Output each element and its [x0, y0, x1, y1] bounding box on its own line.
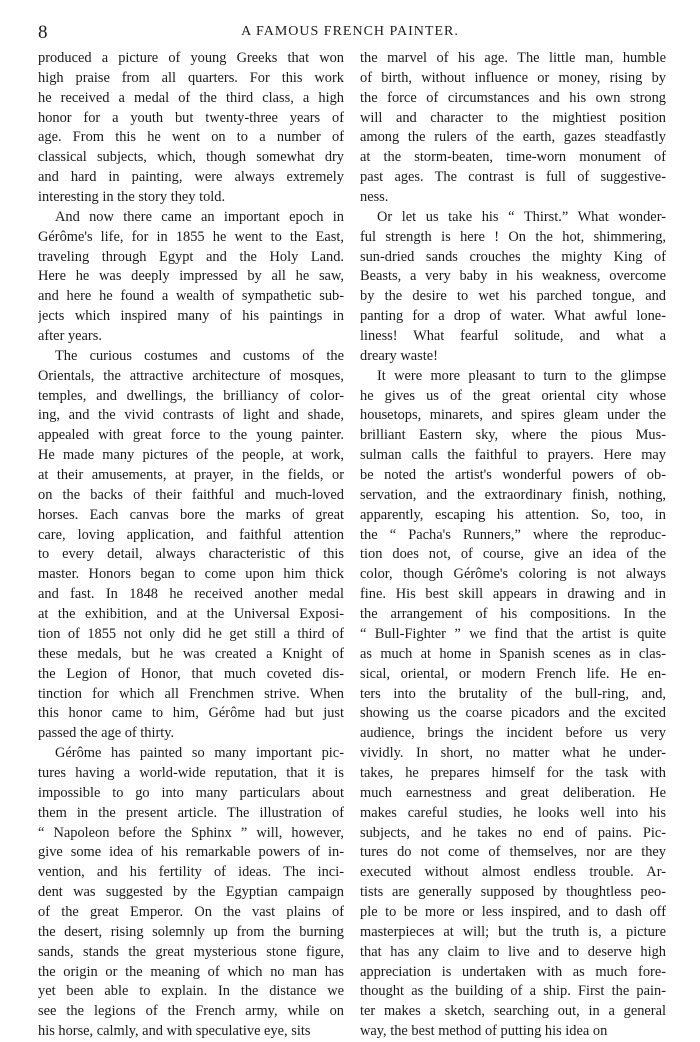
- text-line: high praise from all quarters. For this work: [38, 69, 344, 86]
- text-line: the Legion of Honor, that much coveted dis-: [38, 665, 344, 682]
- text-line: liness! What fearful solitude, and what a: [360, 328, 666, 345]
- text-line: apparently, escaping his attention. So, too, in: [360, 506, 666, 523]
- text-line: tinction for which all Frenchmen strive. When: [38, 685, 344, 702]
- paragraph: [360, 208, 666, 367]
- text-line: that has any claim to live and to deserve high: [360, 943, 666, 960]
- text-line: after years.: [38, 328, 102, 345]
- text-line: appealed with great force to the young painter.: [38, 427, 344, 444]
- paragraph: [360, 49, 666, 208]
- text-line: “ Bull-Fighter ” we find that the artist is quite: [360, 625, 666, 642]
- text-line: much earnestness and great deliberation. He: [360, 784, 666, 801]
- text-column-right: [360, 49, 666, 1042]
- text-line: of birth, without influence or money, rising by: [360, 69, 666, 86]
- text-line: ness.: [360, 189, 389, 206]
- text-line: housetops, minarets, and spires gleam under the: [360, 407, 666, 424]
- text-line: jects which inspired many of his paintings in: [38, 308, 344, 325]
- text-line: executed without almost endless trouble. Ar-: [360, 864, 666, 881]
- text-line: will and character to the mightiest position: [360, 109, 666, 126]
- text-line: age. From this he went on to a number of: [38, 129, 344, 146]
- text-line: Here he was deeply impressed by all he saw,: [38, 268, 344, 285]
- text-line: ing, and the vivid contrasts of light and shade,: [38, 407, 344, 424]
- text-line: to every detail, always characteristic of this: [38, 546, 344, 563]
- text-line: give some idea of his remarkable powers of in-: [38, 844, 344, 861]
- text-line: he received a medal of the third class, a high: [38, 89, 344, 106]
- text-line: the marvel of his age. The little man, humble: [360, 50, 666, 66]
- text-line: be noted the artist's wonderful powers of ob-: [360, 467, 666, 484]
- text-line: subjects, and he takes no end of pains. Pic-: [360, 824, 666, 841]
- paragraph: [38, 744, 344, 1042]
- text-line: the desert, rising solemnly up from the burning: [38, 923, 344, 940]
- paragraph: [38, 347, 344, 744]
- running-head: A FAMOUS FRENCH PAINTER.: [241, 24, 459, 39]
- text-line: dreary waste!: [360, 347, 438, 364]
- text-line: temples, and dwellings, the brilliancy of color-: [38, 387, 344, 404]
- text-line: takes, he prepares himself for the task with: [360, 764, 666, 781]
- text-line: his horse, calmly, and with speculative eye, sits: [38, 1023, 311, 1040]
- text-line: Beasts, a very baby in his weakness, overcome: [360, 268, 666, 285]
- text-line: audience, brings the incident before us very: [360, 725, 666, 742]
- text-line: And now there came an important epoch in: [55, 208, 344, 225]
- text-line: on the backs of their faithful and much-loved: [38, 486, 344, 503]
- text-line: as much at home in Spanish scenes as in clas-: [360, 645, 666, 662]
- text-line: servation, and the extraordinary finish, nothing,: [360, 486, 666, 503]
- text-line: panting for a drop of water. What awful lone-: [360, 308, 666, 325]
- text-line: interesting in the story they told.: [38, 189, 226, 206]
- text-line: makes careful studies, he looks well into his: [360, 804, 666, 821]
- text-line: way, the best method of putting his idea on: [360, 1023, 608, 1040]
- text-line: brilliant Eastern sky, where the pious Mus-: [360, 427, 666, 444]
- paragraph: [38, 208, 344, 347]
- text-line: color, though Gérôme's coloring is not always: [360, 566, 666, 583]
- text-line: produced a picture of young Greeks that won: [38, 50, 344, 66]
- text-line: vividly. In short, no matter what he under-: [360, 745, 666, 762]
- text-line: ter makes a sketch, searching out, in a general: [360, 1003, 666, 1020]
- text-line: fine. His best skill appears in drawing and in: [360, 586, 666, 603]
- text-line: past ages. The contrast is full of suggestive-: [360, 169, 666, 186]
- text-line: tures having a world-wide reputation, that it is: [38, 764, 344, 781]
- page-header: [0, 0, 700, 50]
- text-line: sical, oriental, or modern French life. He en-: [360, 665, 666, 682]
- text-line: at the exhibition, and at the Universal Exposi-: [38, 606, 344, 623]
- text-line: He made many pictures of the people, at work,: [38, 447, 344, 464]
- text-line: them in the present article. The illustration of: [38, 804, 344, 821]
- text-line: appreciation is undertaken with as much fore-: [360, 963, 666, 980]
- text-line: impossible to go into many particulars about: [38, 784, 344, 801]
- text-line: at the storm-beaten, time-worn monument of: [360, 149, 666, 166]
- text-column-left: [38, 49, 344, 1042]
- text-line: masterpieces at will; but the truth is, a picture: [360, 923, 666, 940]
- text-line: tion does not, of course, give an idea of the: [360, 546, 666, 563]
- text-line: of the great Emperor. On the vast plains of: [38, 903, 344, 920]
- text-line: ple to be more or less inspired, and to dash off: [360, 903, 666, 920]
- text-line: and here he found a wealth of sympathetic sub-: [38, 288, 344, 305]
- text-line: the force of circumstances and his own strong: [360, 89, 666, 106]
- text-line: Gérôme's life, for in 1855 he went to the East,: [38, 228, 344, 245]
- text-line: the origin or the meaning of which no man has: [38, 963, 344, 980]
- text-line: tion of 1855 not only did he get still a third of: [38, 625, 344, 642]
- text-line: this honor came to him, Gérôme had but just: [38, 705, 344, 722]
- text-line: master. Honors began to come upon him thick: [38, 566, 344, 583]
- text-line: sands, stands the great mysterious stone figure,: [38, 943, 344, 960]
- text-line: dent was suggested by the Egyptian campaign: [38, 884, 344, 901]
- text-line: Orientals, the attractive architecture of mosques,: [38, 367, 344, 384]
- text-line: by the desire to wet his parched tongue, and: [360, 288, 666, 305]
- text-line: sulman calls the faithful to prayers. Here may: [360, 447, 666, 464]
- page-number: 8: [38, 22, 48, 43]
- text-line: and fast. In 1848 he received another medal: [38, 586, 344, 603]
- text-line: the arrangement of his compositions. In the: [360, 606, 666, 623]
- text-line: tures do not come of themselves, nor are they: [360, 844, 666, 861]
- text-line: care, loving application, and faithful attention: [38, 526, 344, 543]
- text-line: these medals, but he was created a Knight of: [38, 645, 344, 662]
- text-line: It were more pleasant to turn to the glimpse: [377, 367, 666, 384]
- text-line: vention, and his fertility of ideas. The inci-: [38, 864, 344, 881]
- text-line: showing us the coarse picadors and the excited: [360, 705, 666, 722]
- text-line: passed the age of thirty.: [38, 725, 175, 742]
- text-line: the “ Pacha's Runners,” where the reproduc-: [360, 526, 666, 543]
- paragraph: [360, 367, 666, 1042]
- text-line: and hard in painting, were always extremely: [38, 169, 344, 186]
- text-line: see the legions of the French army, while on: [38, 1003, 344, 1020]
- text-line: traveling through Egypt and the Holy Land.: [38, 248, 344, 265]
- text-line: at their amusements, at prayer, in the fields, or: [38, 467, 344, 484]
- text-line: Gérôme has painted so many important pic-: [55, 745, 344, 762]
- text-line: ters into the brutality of the bull-ring, and,: [360, 685, 666, 702]
- text-line: tists are generally supposed by thoughtless peo-: [360, 884, 666, 901]
- text-line: thought as the building of a ship. First the pain-: [360, 983, 666, 1000]
- text-line: “ Napoleon before the Sphinx ” will, however,: [38, 824, 344, 841]
- text-line: honor for a youth but twenty-three years of: [38, 109, 344, 126]
- text-line: ful strength is here ! On the hot, shimmering,: [360, 228, 666, 245]
- text-line: horses. Each canvas bore the marks of great: [38, 506, 344, 523]
- text-line: among the rulers of the earth, gazes steadfastly: [360, 129, 666, 146]
- text-line: he gives us of the great oriental city whose: [360, 387, 666, 404]
- text-line: classical subjects, which, though somewhat dry: [38, 149, 344, 166]
- text-line: The curious costumes and customs of the: [55, 347, 344, 364]
- paragraph: [38, 49, 344, 208]
- text-line: sun-dried sands crouches the mighty King of: [360, 248, 666, 265]
- text-line: Or let us take his “ Thirst.” What wonder-: [377, 208, 666, 225]
- text-line: yet been able to explain. In the distance we: [38, 983, 344, 1000]
